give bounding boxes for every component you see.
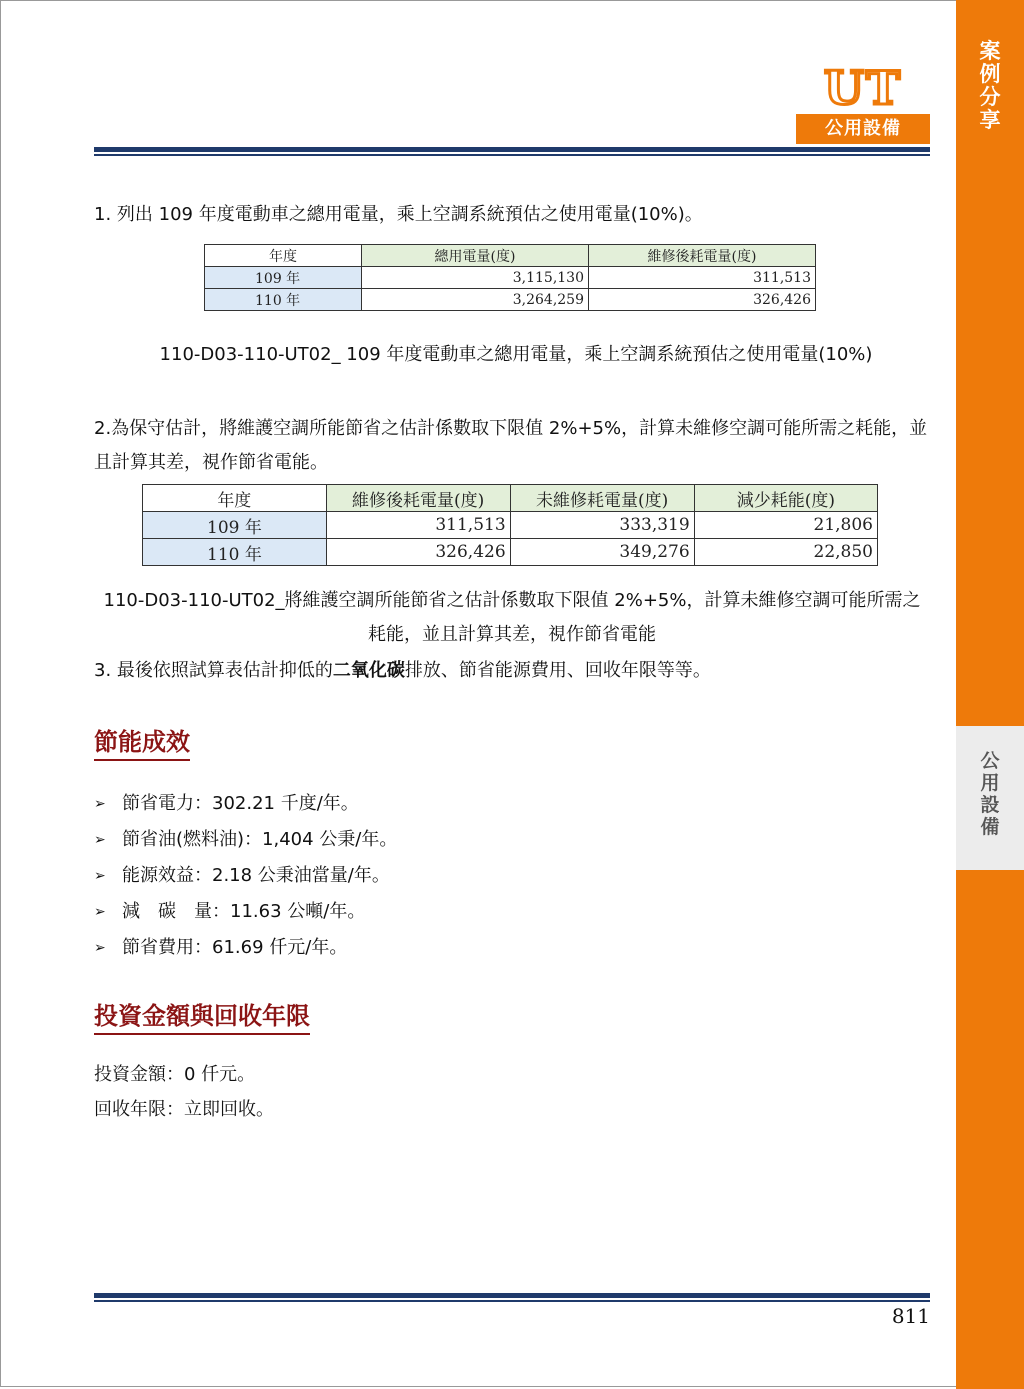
table-1-header-cell: 年度 <box>205 245 362 267</box>
table-2-value-cell: 21,806 <box>694 512 877 539</box>
page-number: 811 <box>891 1304 930 1328</box>
side-tab-char: 用 <box>980 772 1000 794</box>
side-tab <box>956 0 1024 1389</box>
table-2-value-cell: 326,426 <box>326 539 510 566</box>
list-item <box>94 894 397 930</box>
table-2-value-cell: 311,513 <box>326 512 510 539</box>
table-1-value-cell: 311,513 <box>589 267 816 289</box>
table-row <box>205 289 816 311</box>
arrow-bullet-icon: ➢ <box>94 796 106 812</box>
step-3-prefix: 3. 最後依照試算表估計抑低的 <box>94 660 333 681</box>
arrow-bullet-icon: ➢ <box>94 940 106 956</box>
list-item-text: 節省電力：302.21 千度/年。 <box>122 793 359 814</box>
side-tab-char: 備 <box>980 816 1000 838</box>
ut-logo-icon <box>800 64 926 110</box>
table-2-header-cell: 未維修耗電量(度) <box>510 485 694 512</box>
table-row <box>143 512 878 539</box>
table-1-header-row <box>205 245 816 267</box>
step-3-suffix: 排放、節省能源費用、回收年限等等。 <box>404 660 711 681</box>
table-1-header-cell: 維修後耗電量(度) <box>589 245 816 267</box>
table-2-value-cell: 349,276 <box>510 539 694 566</box>
step-3-text <box>94 658 934 684</box>
footer-rule <box>94 1293 930 1302</box>
side-tab-char: 案 <box>979 39 1001 63</box>
list-item <box>94 858 397 894</box>
table-2-header-cell: 減少耗能(度) <box>694 485 877 512</box>
arrow-bullet-icon: ➢ <box>94 832 106 848</box>
table-2-header-row <box>143 485 878 512</box>
table-2-header-cell: 年度 <box>143 485 327 512</box>
table-2-value-cell: 333,319 <box>510 512 694 539</box>
side-tab-case-label <box>956 40 1024 132</box>
table-1-year-cell: 110 年 <box>205 289 362 311</box>
list-item <box>94 786 397 822</box>
arrow-bullet-icon: ➢ <box>94 904 106 920</box>
side-tab-char: 例 <box>979 62 1001 86</box>
arrow-bullet-icon: ➢ <box>94 868 106 884</box>
step-1-text: 1. 列出 109 年度電動車之總用電量，乘上空調系統預估之使用電量(10%)。 <box>94 204 703 225</box>
savings-section-title: 節能成效 <box>94 726 190 761</box>
investment-section-title: 投資金額與回收年限 <box>94 1000 310 1035</box>
header-rule <box>94 147 930 156</box>
table-1-header-cell: 總用電量(度) <box>362 245 589 267</box>
table-2 <box>142 484 878 566</box>
list-item <box>94 930 397 966</box>
table-2-value-cell: 22,850 <box>694 539 877 566</box>
table-1-value-cell: 3,264,259 <box>362 289 589 311</box>
savings-list <box>94 786 397 966</box>
side-tab-category <box>956 726 1024 870</box>
list-item-text: 節省費用：61.69 仟元/年。 <box>122 937 348 958</box>
table-1 <box>204 244 816 311</box>
list-item-text: 節省油(燃料油)：1,404 公秉/年。 <box>122 829 398 850</box>
table-2-header-cell: 維修後耗電量(度) <box>326 485 510 512</box>
step-2-text: 2.為保守估計，將維護空調所能節省之估計係數取下限值 2%+5%，計算未維修空調可能所需之耗能，並且計算其差，視作節省電能。 <box>94 418 928 473</box>
table-2-year-cell: 109 年 <box>143 512 327 539</box>
investment-amount: 投資金額：0 仟元。 <box>94 1064 256 1085</box>
list-item-text: 減 碳 量：11.63 公噸/年。 <box>122 901 366 922</box>
table-2-caption: 110-D03-110-UT02_將維護空調所能節省之估計係數取下限值 2%+5%，計算未維修空調可能所需之耗能，並且計算其差，視作節省電能 <box>103 590 921 645</box>
table-1-year-cell: 109 年 <box>205 267 362 289</box>
list-item <box>94 822 397 858</box>
side-tab-char: 設 <box>980 794 1000 816</box>
ut-logo <box>796 64 930 144</box>
table-row <box>143 539 878 566</box>
list-item-text: 能源效益：2.18 公秉油當量/年。 <box>122 865 390 886</box>
table-1-caption: 110-D03-110-UT02_ 109 年度電動車之總用電量，乘上空調系統預估之使用電量(10%) <box>159 344 873 365</box>
step-3-bold: 二氧化碳 <box>332 660 405 681</box>
table-row <box>205 267 816 289</box>
table-1-value-cell: 3,115,130 <box>362 267 589 289</box>
table-1-value-cell: 326,426 <box>589 289 816 311</box>
payback-period: 回收年限：立即回收。 <box>94 1099 274 1120</box>
logo-badge: 公用設備 <box>796 114 930 144</box>
side-tab-char: 公 <box>980 750 1000 772</box>
side-tab-char: 享 <box>979 108 1001 132</box>
table-2-year-cell: 110 年 <box>143 539 327 566</box>
svg-text:UT: UT <box>823 64 903 110</box>
side-tab-char: 分 <box>979 85 1001 109</box>
side-tab-category-label <box>956 750 1024 838</box>
